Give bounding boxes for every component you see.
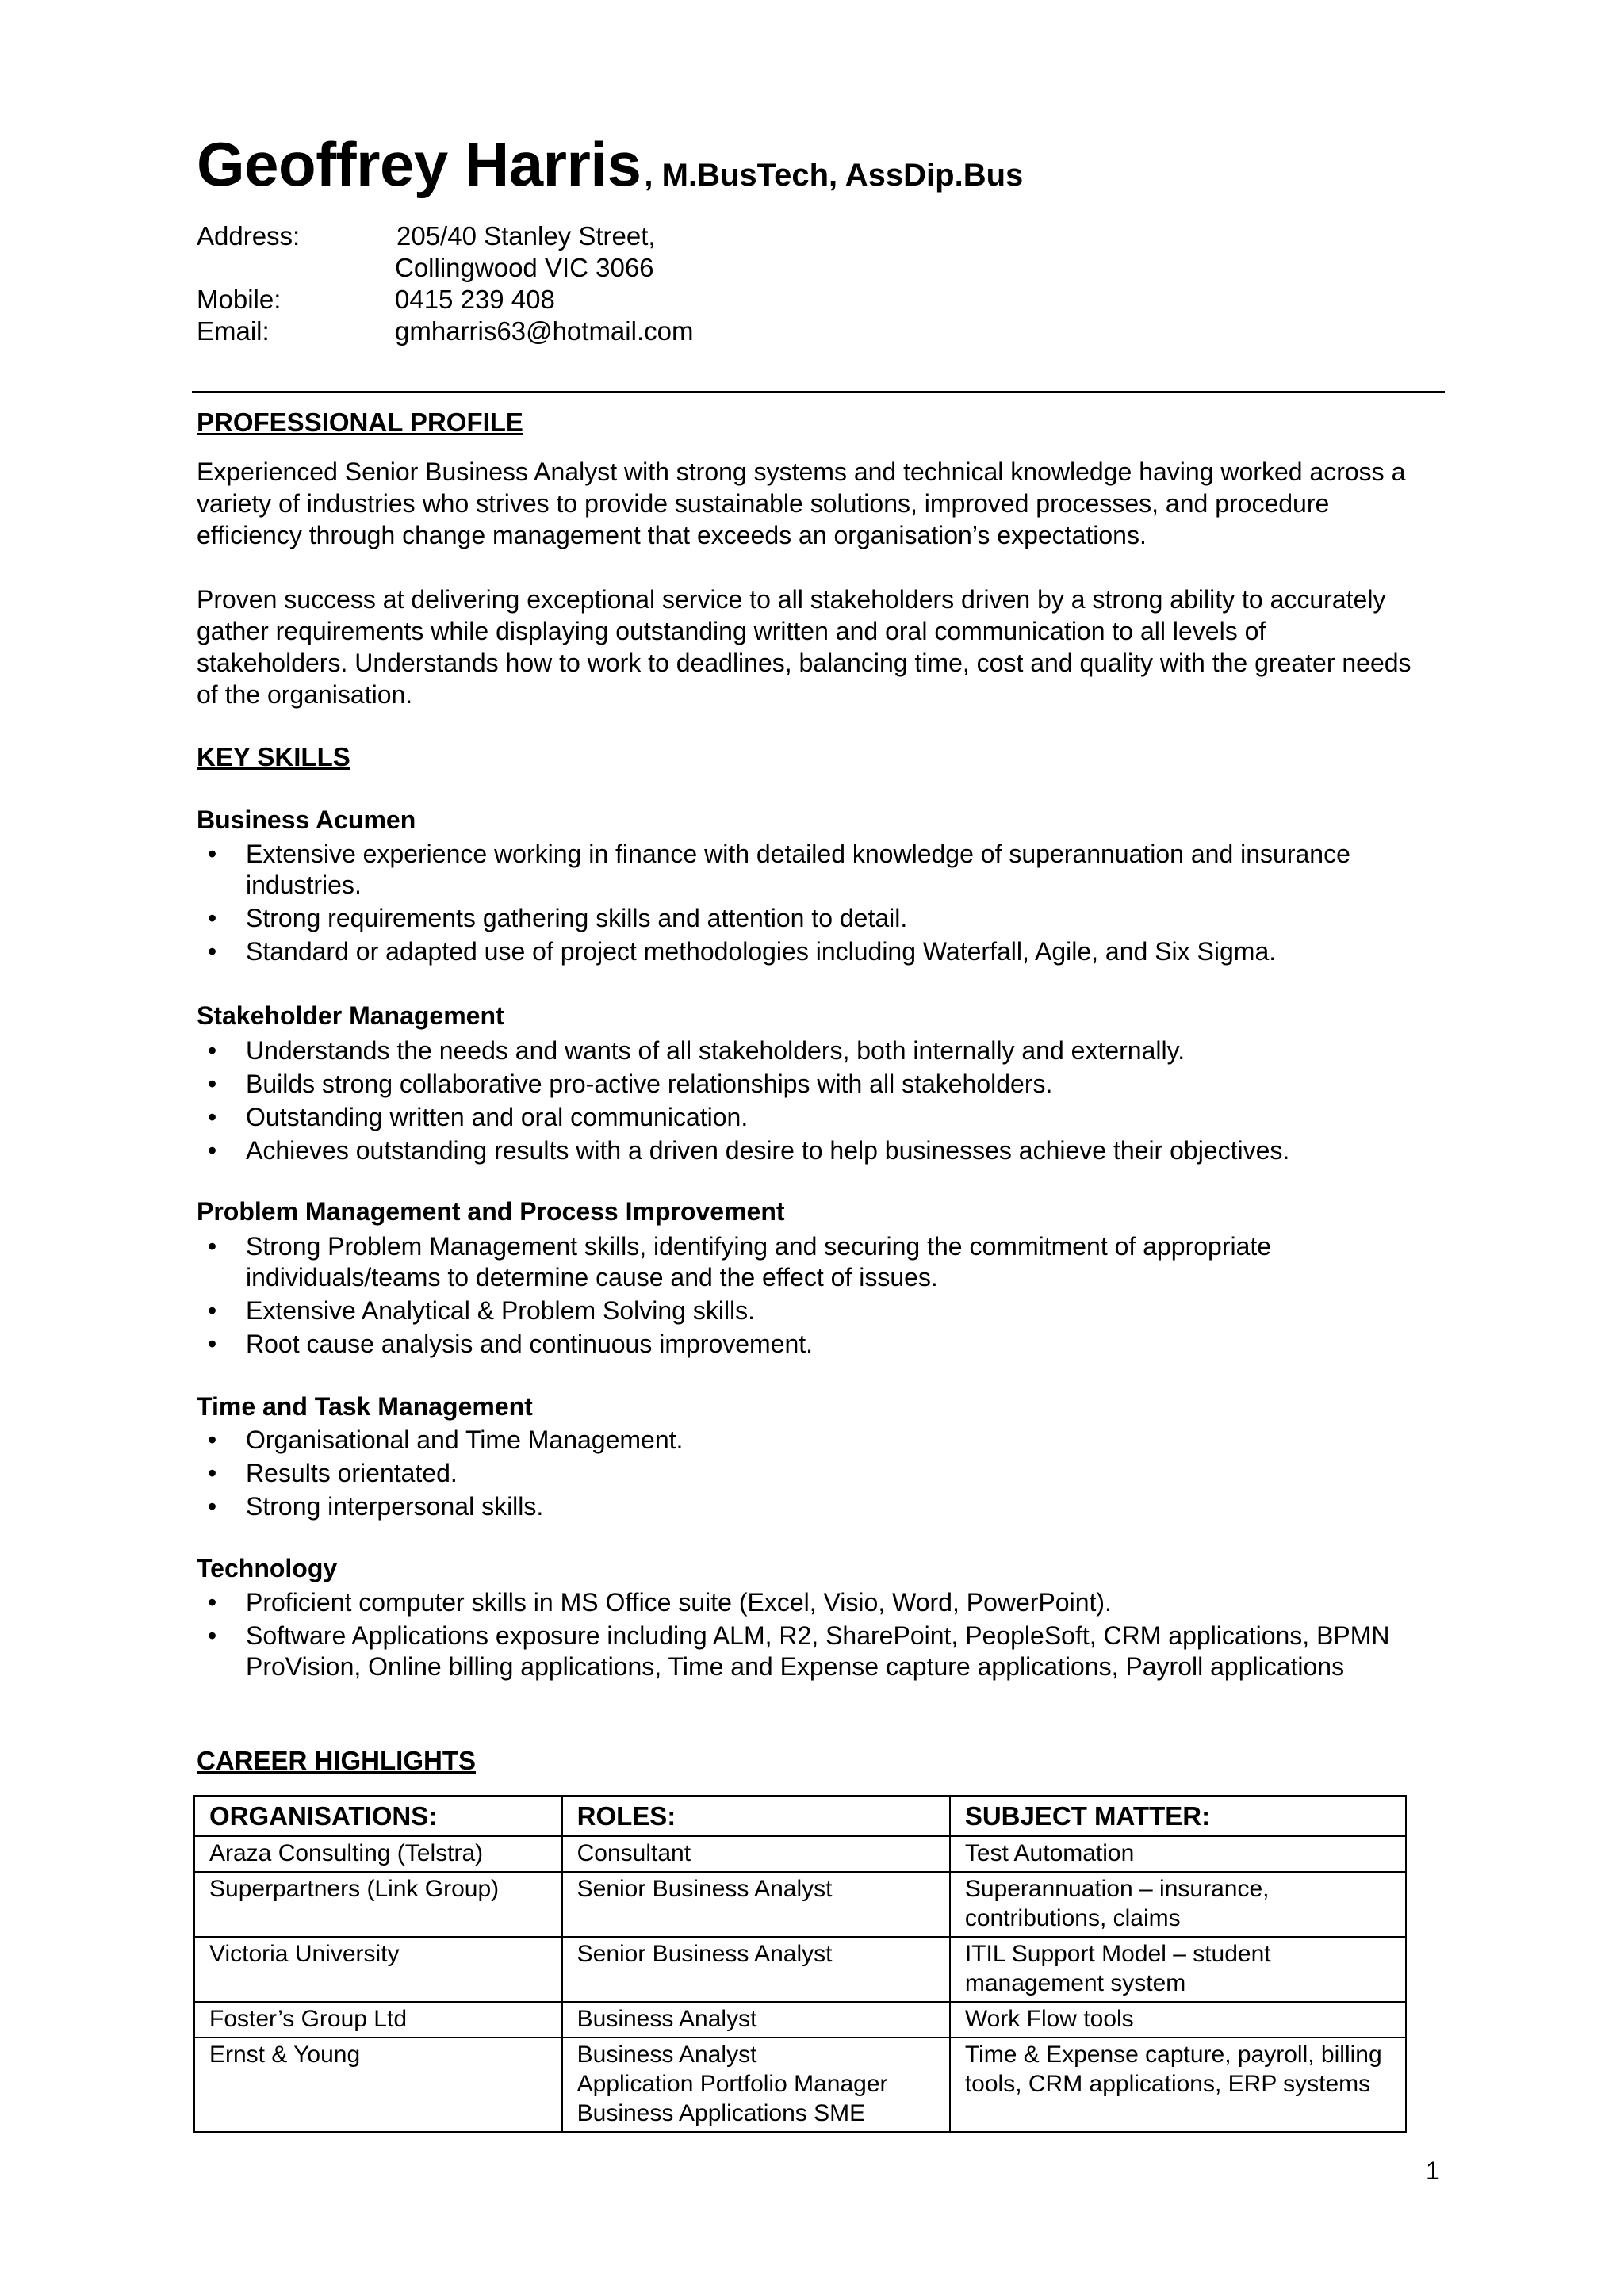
subject-cell: Time & Expense capture, payroll, billing tools, CRM applications, ERP systems	[950, 2038, 1406, 2132]
skill-item: • Software Applications exposure including ALM, R2, SharePoint, PeopleSoft, CRM applications, BPMN ProVision, Online billing applications, Time and Expense capture applications, Payroll applications	[208, 1621, 1390, 1681]
table-header-row	[194, 1796, 1406, 1836]
skill-item: • Understands the needs and wants of all stakeholders, both internally and externally.	[208, 1036, 1185, 1065]
skills-section-title: KEY SKILLS	[197, 742, 350, 771]
skill-item: • Strong interpersonal skills.	[208, 1492, 544, 1521]
subject-cell: Work Flow tools	[950, 2002, 1406, 2038]
org-cell: Superpartners (Link Group)	[194, 1872, 562, 1937]
bullet-icon: •	[208, 840, 217, 868]
skill-item: • Strong Problem Management skills, identifying and securing the commitment of appropriate individuals/teams to determine cause and the effect of issues.	[208, 1232, 1272, 1292]
table-row	[194, 1836, 1406, 1872]
column-header-organisations: ORGANISATIONS:	[194, 1796, 562, 1836]
column-header-roles: ROLES:	[562, 1796, 950, 1836]
bullet-icon: •	[208, 1459, 217, 1487]
table-row	[194, 2002, 1406, 2038]
career-table	[193, 1795, 1407, 2133]
skill-group-heading: Time and Task Management	[197, 1392, 533, 1421]
org-cell: Ernst & Young	[194, 2038, 562, 2132]
skill-item: • Builds strong collaborative pro-active relationships with all stakeholders.	[208, 1070, 1053, 1098]
bullet-icon: •	[208, 1070, 217, 1098]
bullet-icon: •	[208, 1621, 217, 1650]
subject-cell: ITIL Support Model – student management system	[950, 1937, 1406, 2002]
skill-item: • Standard or adapted use of project methodologies including Waterfall, Agile, and Six Sigma.	[208, 937, 1277, 966]
role-cell: Consultant	[562, 1836, 950, 1872]
bullet-icon: •	[208, 1296, 217, 1325]
bullet-icon: •	[208, 1136, 217, 1165]
address-label: Address:	[197, 221, 301, 251]
email-label: Email:	[197, 316, 270, 346]
org-cell: Foster’s Group Ltd	[194, 2002, 562, 2038]
skill-list	[197, 1035, 1418, 1169]
resume-header	[197, 128, 1023, 201]
skill-group-heading: Technology	[197, 1554, 338, 1582]
bullet-icon: •	[208, 1588, 217, 1617]
candidate-credentials: , M.BusTech, AssDip.Bus	[644, 158, 1024, 193]
skill-item: • Strong requirements gathering skills and attention to detail.	[208, 904, 908, 932]
table-row	[194, 1872, 1406, 1937]
skill-list	[197, 1231, 1418, 1362]
bullet-icon: •	[208, 1036, 217, 1065]
bullet-icon: •	[208, 1330, 217, 1358]
profile-paragraph-2: Proven success at delivering exceptional service to all stakeholders driven by a strong ability to accurately gather requirements while displaying outstanding written and oral communication to all levels of stakeholders. Understands how to work to deadlines, balancing time, cost and quality with the greater needs of the organisation.	[197, 585, 1411, 709]
skill-list	[197, 839, 1418, 970]
role-cell: Business Analyst Application Portfolio Manager Business Applications SME	[562, 2038, 950, 2132]
bullet-icon: •	[208, 1232, 217, 1261]
skill-item: • Outstanding written and oral communication.	[208, 1103, 749, 1131]
page-number: 1	[1426, 2156, 1440, 2185]
skill-list	[197, 1587, 1418, 1685]
org-cell: Victoria University	[194, 1937, 562, 2002]
bullet-icon: •	[208, 1103, 217, 1131]
mobile-number: 0415 239 408	[395, 285, 555, 314]
header-divider	[192, 391, 1445, 393]
skill-item: • Root cause analysis and continuous improvement.	[208, 1330, 814, 1358]
org-cell: Araza Consulting (Telstra)	[194, 1836, 562, 1872]
mobile-label: Mobile:	[197, 285, 282, 314]
career-section-title: CAREER HIGHLIGHTS	[197, 1746, 477, 1775]
skill-group-heading: Business Acumen	[197, 806, 416, 834]
skill-group-heading: Stakeholder Management	[197, 1001, 504, 1030]
skill-item: • Proficient computer skills in MS Office suite (Excel, Visio, Word, PowerPoint).	[208, 1588, 1112, 1617]
profile-section-title: PROFESSIONAL PROFILE	[197, 408, 523, 437]
role-cell: Senior Business Analyst	[562, 1937, 950, 2002]
skill-list	[197, 1425, 1418, 1525]
subject-cell: Superannuation – insurance, contributions, claims	[950, 1872, 1406, 1937]
skill-group-heading: Problem Management and Process Improvement	[197, 1197, 785, 1226]
bullet-icon: •	[208, 1425, 217, 1454]
role-cell: Business Analyst	[562, 2002, 950, 2038]
table-row	[194, 1937, 1406, 2002]
email-address: gmharris63@hotmail.com	[395, 316, 694, 346]
subject-cell: Test Automation	[950, 1836, 1406, 1872]
skill-item: • Achieves outstanding results with a driven desire to help businesses achieve their objectives.	[208, 1136, 1290, 1165]
bullet-icon: •	[208, 904, 217, 932]
skill-item: • Extensive Analytical & Problem Solving skills.	[208, 1296, 756, 1325]
bullet-icon: •	[208, 1492, 217, 1521]
skill-item: • Extensive experience working in finance with detailed knowledge of superannuation and insurance industries.	[208, 840, 1350, 899]
bullet-icon: •	[208, 937, 217, 966]
column-header-subject-matter: SUBJECT MATTER:	[950, 1796, 1406, 1836]
profile-paragraph-1: Experienced Senior Business Analyst with strong systems and technical knowledge having worked across a variety of industries who strives to provide sustainable solutions, improved processes, and procedure efficiency through change management that exceeds an organisation’s expectations.	[197, 457, 1406, 549]
candidate-name: Geoffrey Harris	[197, 129, 642, 199]
skill-item: • Organisational and Time Management.	[208, 1425, 684, 1454]
address-line-1: 205/40 Stanley Street,	[396, 221, 656, 251]
address-line-2: Collingwood VIC 3066	[395, 253, 654, 282]
table-row	[194, 2038, 1406, 2132]
skill-item: • Results orientated.	[208, 1459, 458, 1487]
role-cell: Senior Business Analyst	[562, 1872, 950, 1937]
